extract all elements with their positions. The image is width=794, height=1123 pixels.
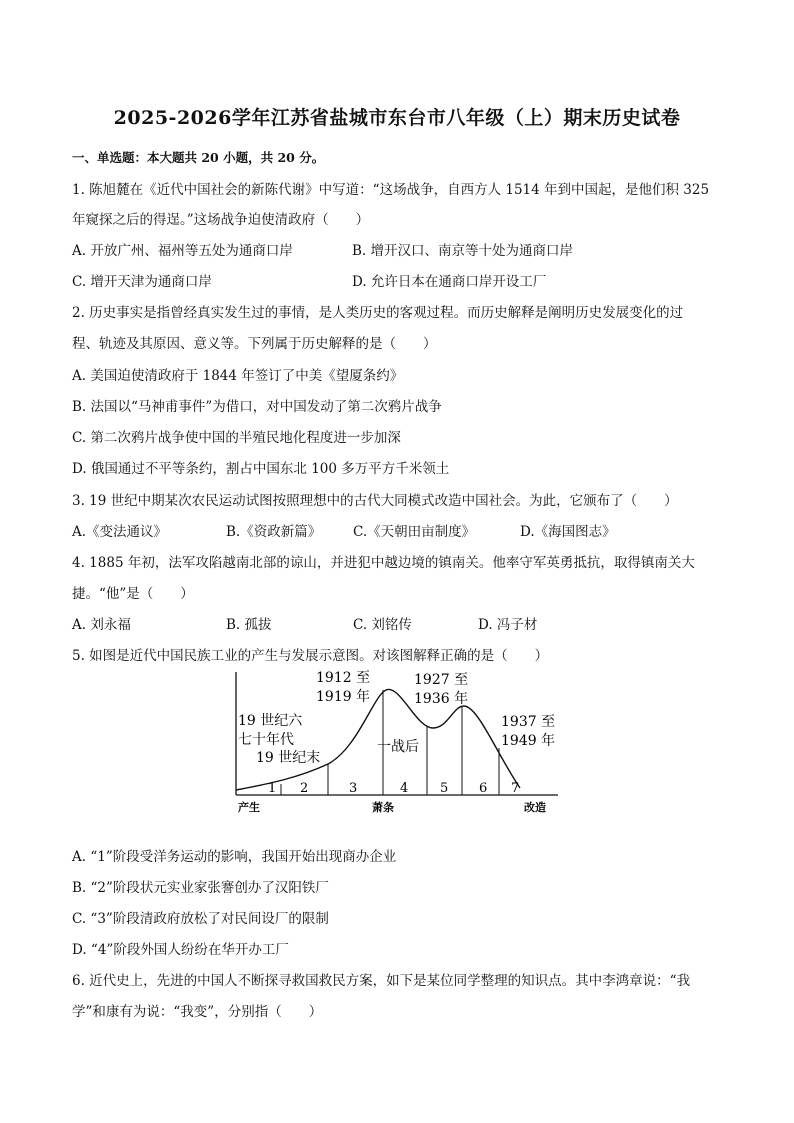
question-1-stem-line2: 年窥探之后的得逞。”这场战争迫使清政府（ ） [72, 212, 370, 228]
question-4-stem-line2: 捷。“他”是（ ） [72, 586, 194, 602]
stage-label-3: 3 [349, 781, 358, 796]
question-1-option-c[interactable]: C. 增开天津为通商口岸 [72, 274, 212, 290]
exam-title: 2025-2026学年江苏省盐城市东台市八年级（上）期末历史试卷 [113, 107, 681, 129]
label-peak2-line2: 1936 年 [414, 691, 469, 707]
question-1-option-d[interactable]: D. 允许日本在通商口岸开设工厂 [352, 274, 547, 290]
question-2-option-c[interactable]: C. 第二次鸦片战争使中国的半殖民地化程度进一步加深 [72, 430, 401, 446]
label-era2: 19 世纪末 [256, 750, 321, 766]
stage-label-2: 2 [300, 781, 309, 796]
stage-label-4: 4 [400, 781, 409, 796]
question-4-option-a[interactable]: A. 刘永福 [72, 617, 131, 633]
stage-label-6: 6 [479, 781, 488, 796]
question-3-option-a[interactable]: A.《变法通议》 [72, 524, 168, 540]
question-2-option-b[interactable]: B. 法国以“马神甫事件”为借口，对中国发动了第二次鸦片战争 [72, 399, 442, 415]
question-3-option-d[interactable]: D.《海国图志》 [520, 524, 616, 540]
label-late-line2: 1949 年 [501, 733, 556, 749]
stage-label-1: 1 [268, 781, 277, 796]
label-era1-line1: 19 世纪六 [238, 713, 303, 729]
label-post-ww1: 一战后 [377, 739, 419, 755]
question-4-option-d[interactable]: D. 冯子材 [478, 617, 538, 633]
question-1-stem-line1: 1. 陈旭麓在《近代中国社会的新陈代谢》中写道：“这场战争，自西方人 1514 年到中国起，是他们积 325 [72, 182, 710, 198]
question-2-option-d[interactable]: D. 俄国通过不平等条约，割占中国东北 100 多万平方千米领土 [72, 461, 450, 477]
label-era1-line2: 七十年代 [238, 732, 294, 748]
bottom-label-end: 改造 [524, 801, 546, 814]
question-5-stem-line1: 5. 如图是近代中国民族工业的产生与发展示意图。对该图解释正确的是（ ） [72, 648, 549, 664]
question-5-option-a[interactable]: A. “1”阶段受洋务运动的影响，我国开始出现商办企业 [72, 849, 397, 865]
question-5-option-d[interactable]: D. “4”阶段外国人纷纷在华开办工厂 [72, 942, 289, 958]
question-3-option-b[interactable]: B.《资政新篇》 [226, 524, 322, 540]
question-5-option-b[interactable]: B. “2”阶段状元实业家张謇创办了汉阳铁厂 [72, 880, 329, 896]
label-peak2-line1: 1927 至 [414, 672, 469, 688]
question-2-stem-line2: 程、轨迹及其原因、意义等。下列属于历史解释的是（ ） [72, 336, 437, 352]
question-4-option-c[interactable]: C. 刘铭传 [353, 617, 412, 633]
question-1-option-b[interactable]: B. 增开汉口、南京等十处为通商口岸 [352, 243, 574, 259]
question-2-stem-line1: 2. 历史事实是指曾经真实发生过的事情，是人类历史的客观过程。而历史解释是阐明历史发展变化的过 [72, 305, 684, 321]
stage-label-5: 5 [440, 781, 449, 796]
question-3-stem-line1: 3. 19 世纪中期某次农民运动试图按照理想中的古代大同模式改造中国社会。为此，它颁布了（ ） [72, 493, 678, 509]
question-6-stem-line2: 学”和康有为说：“我变”，分别指（ ） [72, 1004, 323, 1020]
stage-label-7: 7 [511, 781, 520, 796]
label-peak1-line1: 1912 至 [316, 670, 371, 686]
question-4-option-b[interactable]: B. 孤拔 [226, 617, 272, 633]
bottom-label-start: 产生 [238, 801, 260, 814]
question-6-stem-line1: 6. 近代史上，先进的中国人不断探寻救国救民方案，如下是某位同学整理的知识点。其中李鸿章说：“我 [72, 973, 691, 989]
label-late-line1: 1937 至 [501, 714, 556, 730]
industry-development-diagram [228, 666, 562, 816]
question-3-option-c[interactable]: C.《天朝田亩制度》 [353, 524, 476, 540]
bottom-label-middle: 萧条 [372, 801, 394, 814]
question-4-stem-line1: 4. 1885 年初，法军攻陷越南北部的谅山，并进犯中越边境的镇南关。他率守军英勇抵抗，取得镇南关大 [72, 555, 695, 571]
question-2-option-a[interactable]: A. 美国迫使清政府于 1844 年签订了中美《望厦条约》 [72, 368, 404, 384]
label-peak1-line2: 1919 年 [316, 689, 371, 705]
question-1-option-a[interactable]: A. 开放广州、福州等五处为通商口岸 [72, 243, 293, 259]
section-heading: 一、单选题：本大题共 20 小题，共 20 分。 [72, 150, 325, 165]
question-5-option-c[interactable]: C. “3”阶段清政府放松了对民间设厂的限制 [72, 911, 329, 927]
